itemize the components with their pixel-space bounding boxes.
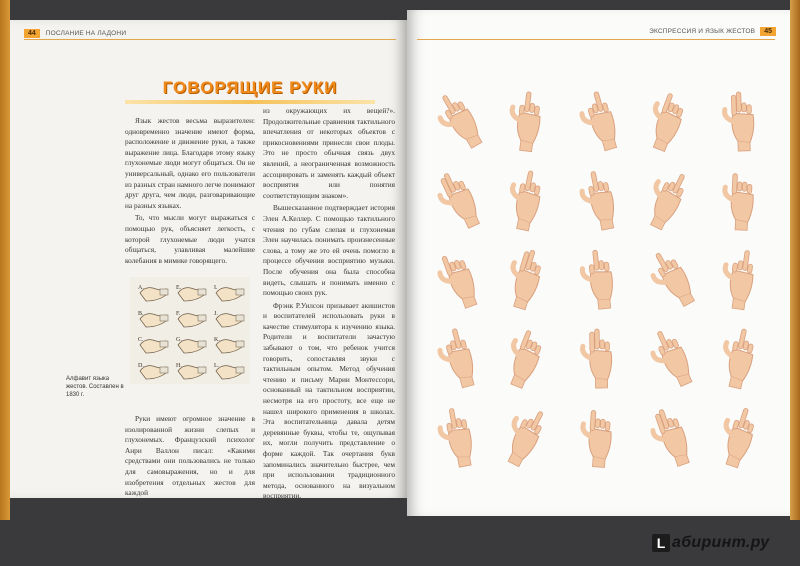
alphabet-letter: G. — [176, 337, 182, 343]
hand-sign-photo — [580, 410, 613, 468]
alphabet-hand — [176, 363, 206, 379]
hand-sign-photo — [505, 168, 545, 232]
hand-sign-photo — [646, 326, 696, 392]
paragraph: из окружающих их вещей?». Продолжительные сравнения тактильного впечатления от некоторых объектов с прикосновениями принесли свои плоды. Это не просто обычная связь двух явлений, а неограниченная возможность ассоциировать и заменять каждый объект восприятия или понятия соответствующим знаком». — [263, 106, 395, 200]
hand-sign-photo — [577, 89, 621, 154]
hand-sign-photo — [714, 404, 760, 469]
alphabet-letter: D. — [138, 363, 144, 369]
left-page — [10, 20, 407, 501]
alphabet-drawing — [130, 277, 250, 384]
figure-caption: Алфавит языка жестов. Составлен в 1830 г. — [66, 376, 124, 398]
alphabet-letter: J. — [214, 311, 218, 317]
watermark — [652, 534, 770, 552]
hand-sign-photo — [435, 250, 481, 312]
text-column-2 — [263, 106, 395, 504]
alphabet-letter: L. — [214, 363, 220, 369]
left-page-number: 44 — [24, 29, 40, 38]
labirint-logo-icon: L — [652, 534, 670, 552]
hand-sign-photo — [507, 90, 543, 152]
book-edge-left — [0, 0, 10, 520]
text-column-1 — [125, 116, 255, 268]
right-page-header — [649, 27, 776, 36]
paragraph: То, что мысли могут выражаться с помощью рук, объясняет легкость, с которой глухонемые люди учатся общаться, улавливая малейшие колебания в мимике говорящего. — [125, 213, 255, 265]
hand-sign-photo — [497, 403, 549, 469]
section-heading — [125, 78, 375, 104]
alphabet-hand — [176, 285, 206, 301]
alphabet-letter: H. — [176, 363, 182, 369]
hand-sign-photo — [499, 327, 547, 390]
alphabet-letter: K. — [214, 337, 220, 343]
right-running-title: ЭКСПРЕССИЯ И ЯЗЫК ЖЕСТОВ — [649, 28, 756, 35]
hand-sign-photo — [437, 406, 476, 469]
alphabet-letter: A. — [138, 285, 144, 291]
alphabet-hand — [214, 311, 244, 327]
heading-underline — [125, 100, 375, 104]
hand-sign-photo — [579, 169, 619, 232]
alphabet-letter: B. — [138, 311, 144, 317]
hand-sign-photo — [642, 90, 689, 153]
hand-sign-photo — [580, 249, 615, 311]
header-rule — [24, 39, 396, 40]
header-rule — [417, 39, 775, 40]
paragraph: Язык жестов весьма выразителен: одновременно значение имеют форма, расположение и движение руки, а также выражение лица. Благодаря этому языку глухонемые люди могут общаться. Он не универсальный, однако его пользователи из разных стран намного легче понимают друг друга, чем люди, разговаривающие на разных языках. — [125, 116, 255, 210]
hand-sign-photo — [640, 166, 692, 232]
alphabet-hand — [214, 337, 244, 353]
paragraph: Руки имеют огромное значение в изолированной жизни слепых и глухонемых. Французский психолог Анри Валлон писал: «Какими средствами они пользовались не только для самовыражения, но и для изобретения отдельных жестов для каждой — [125, 414, 255, 498]
left-running-title: ПОСЛАНИЕ НА ЛАДОНИ — [45, 29, 127, 37]
hand-sign-photo — [432, 168, 483, 234]
paragraph: Вышесказанное подтверждает история Элен А.Келлер. С помощью тактильного чтения по губам слепая и глухонемая Элен научилась понимать произнесенные слова, а тому же это ей очень помогло в процессе обучения восприятию музыки. После обучения она была способна видеть, слышать и понимать именно с помощью своих рук. — [263, 203, 395, 298]
hand-sign-photo — [717, 326, 758, 390]
paragraph: Фрэнк Р.Уилсон призывает акишистов и воспитателей использовать руки в качестве стимулятора к изучению языка. Родители и воспитатели зачастую забывают о том, что ребенок учится говорить, сопоставляя звуки с тактильным опытом. Метод обучения чтению и письму Марии Монтессори, основанный на тактильном восприятии, несмотря на его простоту, все еще не нашел широкого применения в школах. Эта воспитательница давала детям деревянные буквы, чтобы те, ощупывая их, могли получить представление о форме каждой. Так очертания букв запоминались значительно быстрее, чем при использовании традиционного метода, основанного на визуальном восприятии. — [263, 300, 395, 501]
alphabet-hand — [176, 311, 206, 327]
right-page-number: 45 — [760, 27, 776, 36]
alphabet-hand — [138, 337, 168, 353]
alphabet-hand — [138, 311, 168, 327]
alphabet-hand — [214, 363, 244, 379]
alphabet-hand — [176, 337, 206, 353]
hand-sign-photo — [431, 89, 485, 155]
hand-sign-photo — [647, 405, 693, 470]
alphabet-letter: F. — [176, 311, 181, 317]
alphabet-letter: E. — [176, 285, 182, 291]
sign-alphabet-illustration — [130, 277, 250, 384]
alphabet-hand — [138, 363, 168, 379]
watermark-text: абиринт.ру — [672, 534, 770, 551]
alphabet-hand — [214, 285, 244, 301]
hand-sign-photo — [502, 246, 547, 311]
hand-sign-photo — [582, 329, 612, 388]
hand-sign-photo — [645, 247, 699, 313]
hand-sign-photo — [724, 92, 755, 152]
alphabet-hand — [138, 285, 168, 301]
alphabet-letter: C. — [138, 337, 144, 343]
alphabet-letter: I. — [214, 285, 218, 291]
hand-sign-photo — [435, 327, 478, 391]
hand-sign-photo — [720, 248, 757, 310]
left-page-header — [24, 28, 126, 38]
heading-text: ГОВОРЯЩИЕ РУКИ — [162, 78, 338, 97]
hand-signs-photo-grid — [427, 65, 800, 485]
text-column-1-bottom — [125, 414, 255, 501]
right-page — [407, 10, 790, 516]
hand-sign-photo — [723, 173, 755, 230]
